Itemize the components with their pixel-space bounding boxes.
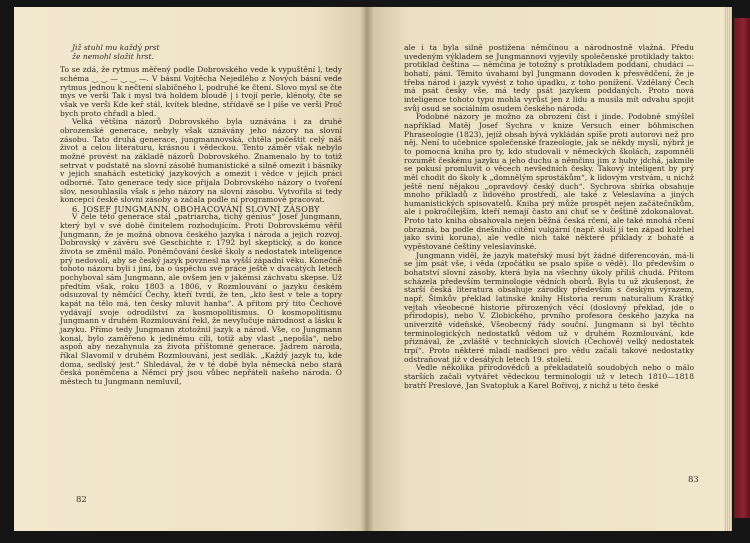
paragraph: V čele této generace stál „patriarcha, tichý génius“ Josef Jungmann, který byl v své době činitelem rozhodujícím. Proti Dobrovskému věřil Jungmann, že je možná obnova českého jazyka i národa a jejich rozvoj. Dobrovský v závěru své Geschichte r. 1792 byl skeptický, a do konce života se změnil málo. Poněmčování české školy a nedostatek inteligence prý nedovolí, aby se český jazyk povznesl na vyšší západní věku. Konečně tohoto názoru byli i jiní, ba o úspěchu své práce ještě v dvacátých letech pochyboval sám Jungmann, ale ovšem jen v jakémsi záchvatu skepse. Už předtím však, roku 1803 a 1806, v Rozmlouvání o jazyku českém odsuzoval ty němčící Čechy, kteří tvrdí, že ten, „kto šest v tele a topry kapát na tělo má, ten česky mluvit hanba“. A přitom prý tito Čechové vydávají svoje odrodilství za kosmopolitismus. O kosmopolitismu Jungmann v druhém Rozmlouvání řekl, že nevylučuje národnost a lásku k jazyku. Přímo tedy Jungmann ztotožnil jazyk a národ. Vše, co Jungmann konal, bylo zaměřeno k jedinému cíli, totiž aby vlast „nepošla“, nebo aspoň aby nezahynula za života příštomné generace. Jádrem národa, říkal Slavomil v druhém Rozmlouvání, jest sedlák. „Každý jazyk tu, kde doma, sedlský jest.“ Shledával, že v té době byla německá nebo stará česká poněmčena a Němci prý jsou vůbec nepřáteli našeho národa. O městech tu Jungmann nemluvil,	[60, 212, 342, 386]
verse-line: Již stuhl mu každý prst	[72, 43, 160, 52]
verse-line: že nemohl složit hrst.	[72, 51, 154, 61]
open-book	[14, 7, 732, 531]
page-edge-stack	[724, 7, 732, 531]
right-page-text	[404, 44, 694, 390]
paragraph: To se zdá, že rytmus měřený podle Dobrovského vede k vypuštění l, tedy schéma ‿ ‿ — ‿ ‿ —. V básni Vojtěcha Nejedlého z Nových básní vede rytmus jednou k nečtení slabičného l, podruhé ke čtení. Slovo mysl se čte mys ve verši Tak i mysl tvá holdem bloudě | i tvojí perle, klénoty, čte se však ve verši Kde keř stál, kvítek bledne, střídavě se l píše ve verši Proč bych proto chřadl a bled.	[60, 65, 342, 118]
paragraph: Velká většina názorů Dobrovského byla uznávána i za druhé obrozenské generace, nebyly však uznávány jeho názory na slovní zásobu. Tato druhá generace, jungmannovská, chtěla počeštit celý náš život a celou literaturu, krásnou i vědeckou. Tento záměr však nebylo možné provést na základě názorů Dobrovského. Znamenalo by to totiž setrvat v podstatě na slovní zásobě humanistické a silně omezit i básníky v jejich snahách estetický jazykových a omezit i vědce v jejich práci odborné. Tato generace tedy sice přijala Dobrovského názory o tvoření slov, nesouhlasila však s jeho názory na slovní zásobu. Vytvořila si tedy koncepci české slovní zásoby a začala podle ní programově pracovat.	[60, 117, 342, 205]
left-page	[14, 7, 366, 531]
page-number-left: 82	[76, 495, 87, 505]
section-heading: 6. JOSEF JUNGMANN. OBOHACOVÁNÍ SLOVNÍ ZÁSOBY	[72, 203, 320, 214]
right-page	[366, 7, 732, 531]
book-gutter	[360, 7, 374, 531]
left-page-text	[60, 44, 342, 387]
paragraph: Vedle několika přírodovědců a překladatelů soudobých nebo o málo starších začali vytvářet vědeckou terminologii už v letech 1810—1818 bratří Preslové, Jan Svatopluk a Karel Bořivoj, z nichž u této české	[404, 363, 694, 390]
paragraph: ale i ta byla silně postižena němčinou a národnostně vlažná. Předu uvedeným výkladem se Jungmannovi vyjevily společenské protiklady takto: protiklad čeština — němčina je totožný s protikladem poddaní, chudáci — bohatí, páni. Těmito úvahami byl Jungmann dovoden k přesvědčení, že je třeba národ i jazyk vyvést z toho úpadku, z toho ponížení. Vzdělaný Čech má psát česky vše, má tedy psát jazykem poddaných. Proto nová inteligence tohoto typu mohla vyrůst jen z lidu a musila mít odvahu spojit svůj osud se sociálním osudem českého národa.	[404, 43, 694, 113]
page-number-right: 83	[688, 475, 699, 485]
paragraph: Podobné názory je možno za obrození číst i jinde. Podobně smýšlel například Matěj Josef Sychra v knize Versuch einer böhmischen Phraseologie (1823), jejíž obsah bývá vykládán spíše proti autorovi než pro něj. Není to učebnice společenské frazeologie, jak se někdy myslí, nýbrž je to pomocná kniha pro ty, kdo studovali v německých školách, zapomněli rozumět českému jazyku a jeho duchu a němčinu jim z huby jdchá, jakmile se pokusí promluvit o věcech nevšedních česky. Takový inteligent by prý měl chodit do školy k „domnělým sprostákům“, k lidovým vrstvám, u nichž ještě není nějakou „opravdový český duch“. Sychrova sbírka obsahuje mnoho příkladů z lidového prostředí, ale také z Veleslavína a jiných humanistických spisovatelů. Kniha prý může prospět nejen začátečníkům, ale i pokročilejším, kteří nemají často ani chuť se v češtině zdokonalovat. Proto tato kniha obsahovala nejen běžná česká rčení, ale také mnohá rčení obrazná, ba podle dnešního cítění vulgární (např. sluší jí ten západ kolrhel jako svini koruna), ale vedle nich také některé příklady z bohaté a vypěstované češtiny veleslavínské.	[404, 112, 694, 252]
book-cover-red-edge	[734, 18, 750, 518]
paragraph: Jungmann viděl, že jazyk mateřský musí být žádné diferencován, má-li se jím psát vše, i věda (zpočátku se psalo spíše o vědě). Ilo především o bohatství slovní zásoby, která byla na všechny úkoly příliš chudá. Přitom scházela především terminologie vědních oborů. Byla tu už zkušenost, že starší česká literatura obsahuje zárodky především s českým výrazem, např. Šimkův překlad latinské knihy Historia rerum naturalium Krátký vejtah všeobecné historie přirozených věcí (doslovný překlad, jde o přírodopis), nebo V. Zlobického, prvního profesora českého jazyka na univerzitě vídeňské, Všeobecný řády souční. Jungmann si byl těchto terminologických nedostatků vědom už v druhém Rozmlouvání, kde přiznával, že „zvláště v technických slovích (Čechově) velký nedostatek trpí“. Proto některé mladí nadšenci pro vědu začali takové nedostatky odstraňovat již v desátých letech 19. století.	[404, 250, 694, 364]
